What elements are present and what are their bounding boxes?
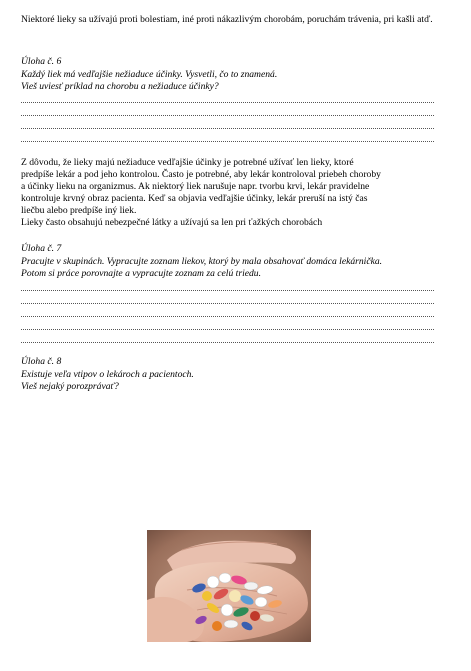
- answer-line[interactable]: [21, 316, 434, 317]
- task-6-title: Úloha č. 6: [21, 56, 62, 67]
- answer-line[interactable]: [21, 128, 434, 129]
- answer-line[interactable]: [21, 141, 434, 142]
- answer-line[interactable]: [21, 102, 434, 103]
- task-8-title: Úloha č. 8: [21, 356, 62, 367]
- task-7-line-2: Potom si práce porovnajte a vypracujte zoznam za celú triedu.: [21, 268, 261, 279]
- body-line-4: kontroluje krvný obraz pacienta. Keď sa objavia vedľajšie účinky, lekár preruší na istý čas: [21, 193, 368, 204]
- task-8-line-2: Vieš nejaký porozprávať?: [21, 381, 119, 392]
- task-6-line-1: Každý liek má vedľajšie nežiaduce účinky. Vysvetli, čo to znamená.: [21, 69, 278, 80]
- task-7-title: Úloha č. 7: [21, 243, 62, 254]
- body-line-3: a účinky lieku na organizmus. Ak niektorý liek narušuje napr. tvorbu krvi, lekár pravidelne: [21, 181, 370, 192]
- body-line-6: Lieky často obsahujú nebezpečné látky a užívajú sa len pri ťažkých chorobách: [21, 217, 323, 228]
- pills-in-hand-image: [147, 530, 311, 642]
- answer-line[interactable]: [21, 303, 434, 304]
- pills-in-hand-photo: [147, 530, 311, 642]
- body-line-1: Z dôvodu, že lieky majú nežiaduce vedľajšie účinky je potrebné užívať len lieky, ktoré: [21, 157, 354, 168]
- body-line-2: predpíše lekár a pod jeho kontrolou. Často je potrebné, aby lekár kontroloval priebeh choroby: [21, 169, 381, 180]
- answer-line[interactable]: [21, 115, 434, 116]
- body-line-5: liečbu alebo predpíše iný liek.: [21, 205, 137, 216]
- task-8-line-1: Existuje veľa vtipov o lekároch a pacientoch.: [21, 369, 194, 380]
- answer-line[interactable]: [21, 342, 434, 343]
- task-7-line-1: Pracujte v skupinách. Vypracujte zoznam liekov, ktorý by mala obsahovať domáca lekárnička.: [21, 256, 383, 267]
- answer-line[interactable]: [21, 290, 434, 291]
- task-6-line-2: Vieš uviesť príklad na chorobu a nežiaduce účinky?: [21, 81, 219, 92]
- answer-line[interactable]: [21, 329, 434, 330]
- intro-paragraph: Niektoré lieky sa užívajú proti bolestiam, iné proti nákazlivým chorobám, poruchám trávenia, pri kašli atď.: [21, 14, 433, 25]
